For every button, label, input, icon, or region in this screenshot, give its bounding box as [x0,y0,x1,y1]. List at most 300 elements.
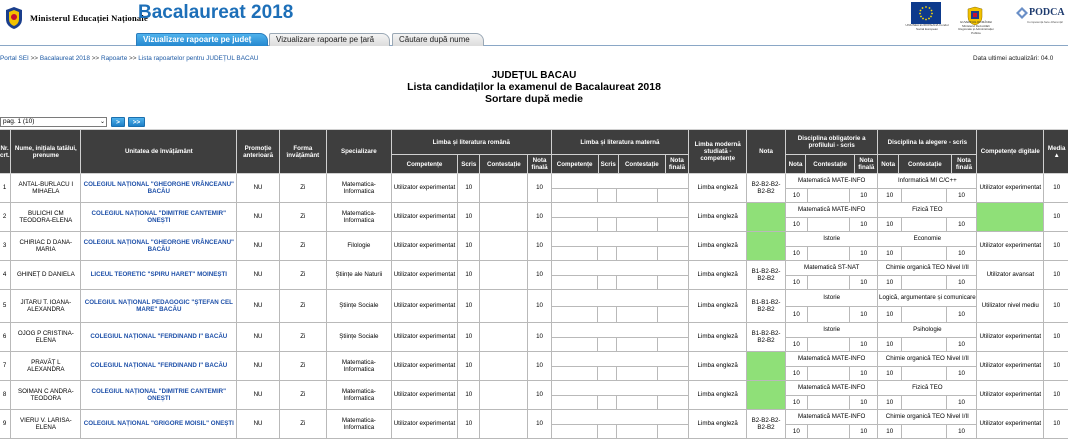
cell-mandatory-contestatie [808,247,850,261]
cell-mandatory-nota: 10 [786,218,808,232]
cell-promotie: NU [237,352,280,381]
cell-digital: Utilizator experimentat [977,352,1044,381]
cell-spec: Matematica-Informatica [326,352,391,381]
cell-romana-contestatie [480,232,528,261]
table-row [0,381,1068,410]
cell-materna-name [552,261,688,276]
tab-county-reports[interactable]: Vizualizare rapoarte pe județ [136,33,268,46]
cell-materna-values [552,247,688,261]
cell-nr: 2 [0,203,11,232]
cell-elective-name: Informatică MI C/C++ [878,174,976,189]
cell-romana-scris: 10 [458,174,480,203]
cell-elective-nota: 10 [878,218,901,232]
cell-materna-competente [552,189,598,203]
cell-romana-contestatie [480,323,528,352]
cell-digital: Utilizator experimentat [977,232,1044,261]
cell-name: CHIRIAC D DANA-MARIA [11,232,81,261]
cell-elective-values [878,276,976,290]
col-header-romana: Limba și literatura română [391,130,551,155]
breadcrumb-link-bac[interactable]: Bacalaureat 2018 [39,55,90,62]
cell-mandatory-nota: 10 [786,307,808,323]
cell-materna-values [552,396,688,410]
cell-digital: Utilizator experimentat [977,410,1044,439]
cell-mandatory-values [786,338,878,352]
cell-elective-nota: 10 [878,307,901,323]
cell-nota-level: B1-B2-B2-B2-B2 [747,261,786,290]
cell-elective-subject [878,323,977,352]
col-header-spec: Specializare [326,130,391,174]
cell-romana-competente: Utilizator experimentat [391,381,457,410]
cell-mandatory-contestatie [808,307,850,323]
cell-spec: Științe ale Naturii [326,261,391,290]
cell-nota-level: B2-B2-B2-B2-B2 [747,410,786,439]
cell-mandatory-values [786,276,878,290]
cell-materna-nota-finala [658,276,688,290]
cell-digital: Utilizator experimentat [977,174,1044,203]
cell-elective-subject [878,290,977,323]
cell-materna-nota-finala [658,218,688,232]
cell-elective-subject [878,381,977,410]
eu-flag-logo [911,2,941,24]
cell-elective-nota-finala: 10 [958,340,965,348]
cell-elective-contestatie [902,247,947,261]
cell-mandatory-name: Matematică MATE-INFO [786,410,878,425]
cell-materna-nota-finala [658,189,688,203]
cell-mandatory-values [786,218,878,232]
cell-mandatory-nota-finala: 10 [860,427,868,435]
cell-mandatory-nota: 10 [786,396,808,410]
eu-stars-icon [916,5,936,21]
cell-romana-contestatie [480,174,528,203]
breadcrumb-separator: >> [91,55,100,62]
cell-romana-nota-finala: 10 [528,261,551,290]
subheader-competente: Competențe [391,155,457,174]
breadcrumb [0,55,258,62]
cell-elective-name: Chimie organică TEO Nivel I/II [878,352,976,367]
cell-materna [551,352,688,381]
cell-modern-language: Limba engleză [689,174,747,203]
subheader-contestatie: Contestație [806,155,855,174]
cell-mandatory-nota-finala: 10 [860,340,868,348]
romania-crest-icon [4,6,24,30]
cell-mandatory-contestatie [808,276,850,290]
cell-materna-values [552,218,688,232]
cell-mandatory-subject [785,290,878,323]
cell-mandatory-contestatie [808,425,850,439]
cell-spec: Științe Sociale [326,323,391,352]
cell-elective-values [878,218,976,232]
cell-nota-level [747,381,786,410]
cell-mandatory-name: Matematică MATE-INFO [786,174,878,189]
cell-elective-values [878,247,976,261]
cell-materna-contestatie [617,425,658,439]
cell-mandatory-nota-finala: 10 [860,310,868,318]
cell-materna [551,381,688,410]
cell-romana-scris: 10 [458,290,480,323]
cell-elective-values [878,189,976,203]
cell-materna-values [552,338,688,352]
report-tabs [0,32,1068,46]
cell-materna-name [552,352,688,367]
cell-romana-contestatie [480,381,528,410]
cell-school-link[interactable]: COLEGIUL NAȚIONAL "GHEORGHE VRÂNCEANU" BACĂU [81,174,237,203]
cell-name: JITARU T. IOANA-ALEXANDRA [11,290,81,323]
cell-forma: Zi [279,323,326,352]
chevron-down-icon: ⌄ [99,119,105,125]
cell-digital: Utilizator experimentat [977,381,1044,410]
cell-school-link[interactable]: COLEGIUL NAȚIONAL "DIMITRIE CANTEMIR" ONEȘTI [81,203,237,232]
cell-materna [551,261,688,290]
cell-spec: Matematica-Informatica [326,381,391,410]
table-row [0,290,1068,323]
cell-forma: Zi [279,352,326,381]
cell-promotie: NU [237,323,280,352]
cell-mandatory-values [786,247,878,261]
cell-romana-competente: Utilizator experimentat [391,232,457,261]
cell-elective-values [878,307,976,323]
cell-mandatory-contestatie [808,338,850,352]
cell-elective-values [878,425,976,439]
cell-nota-level: B2-B2-B2-B2-B2 [747,174,786,203]
subheader-contestatie: Contestație [618,155,665,174]
cell-digital: Utilizator experimentat [977,323,1044,352]
table-row [0,410,1068,439]
cell-materna [551,203,688,232]
cell-digital: Utilizator nivel mediu [977,290,1044,323]
cell-elective-contestatie [902,367,947,381]
cell-materna-name [552,323,688,338]
cell-materna-scris [598,189,617,203]
cell-romana-competente: Utilizator experimentat [391,290,457,323]
cell-materna [551,232,688,261]
cell-materna-scris [598,367,617,381]
subheader-nota: Nota [878,155,898,174]
cell-media: 10 [1044,410,1068,439]
cell-elective-subject [878,352,977,381]
cell-materna-name [552,174,688,189]
subheader-competente: Competențe [551,155,598,174]
cell-nr: 5 [0,290,11,323]
last-update: Data ultimei actualizări: 04.0 [973,55,1054,62]
cell-romana-nota-finala: 10 [528,352,551,381]
cell-nr: 3 [0,232,11,261]
cell-school-link[interactable]: LICEUL TEORETIC "SPIRU HARET" MOINEȘTI [81,261,237,290]
cell-modern-language: Limba engleză [689,352,747,381]
cell-romana-competente: Utilizator experimentat [391,174,457,203]
cell-materna [551,174,688,203]
cell-elective-subject [878,174,977,203]
cell-name: ANTAL-BURLACU I MIHAELA [11,174,81,203]
cell-elective-name: Fizică TEO [878,203,976,218]
cell-modern-language: Limba engleză [689,203,747,232]
cell-mandatory-name: Istorie [786,323,878,338]
breadcrumb-separator: >> [30,55,39,62]
cell-digital: Utilizator avansat [977,261,1044,290]
government-caption: GUVERNUL ROMÂNIEI Ministerul Dezvoltării Regionale și Administrației Publice [958,20,994,35]
cell-elective-subject [878,232,977,261]
cell-materna-nota-finala [658,307,688,323]
cell-materna-competente [552,307,598,323]
cell-forma: Zi [279,410,326,439]
cell-elective-nota: 10 [878,396,901,410]
subheader-nota-finala: Nota finală [528,155,551,174]
app-title[interactable]: Bacalaureat 2018 [138,2,294,23]
cell-materna-name [552,203,688,218]
cell-materna-scris [598,276,617,290]
page-title-list: Lista candidaților la examenul de Bacalaureat 2018 [407,81,661,93]
cell-promotie: NU [237,410,280,439]
cell-name: BULICHI CM TEODORA-ELENA [11,203,81,232]
cell-school-link[interactable]: COLEGIUL NAȚIONAL "GHEORGHE VRÂNCEANU" BACĂU [81,232,237,261]
cell-materna-competente [552,425,598,439]
page-select[interactable] [0,117,107,127]
cell-materna-contestatie [617,276,658,290]
cell-materna-scris [598,338,617,352]
cell-elective-nota-finala: 10 [958,427,965,435]
cell-elective-values [878,338,976,352]
cell-materna-contestatie [617,247,658,261]
cell-school-link[interactable]: COLEGIUL NAȚIONAL "DIMITRIE CANTEMIR" ONEȘTI [81,381,237,410]
cell-elective-nota-finala: 10 [958,249,965,257]
cell-elective-nota-finala: 10 [958,369,965,377]
cell-spec: Filologie [326,232,391,261]
cell-elective-nota: 10 [878,425,901,439]
cell-mandatory-name: Matematică MATE-INFO [786,203,878,218]
cell-romana-competente: Utilizator experimentat [391,323,457,352]
cell-materna-competente [552,247,598,261]
cell-mandatory-values [786,396,878,410]
cell-materna-scris [598,425,617,439]
col-header-school: Unitatea de învățământ [81,130,237,174]
cell-romana-scris: 10 [458,323,480,352]
subheader-nota-finala: Nota finală [855,155,878,174]
col-header-materna: Limba și literatura maternă [551,130,688,155]
breadcrumb-link-reports[interactable]: Rapoarte [100,55,128,62]
cell-romana-scris: 10 [458,261,480,290]
cell-mandatory-name: Istorie [786,232,878,247]
cell-spec: Matematica-Informatica [326,203,391,232]
page-select-value: pag. 1 (10) [3,118,35,125]
breadcrumb-link-portal[interactable]: Portal SEI [0,55,29,62]
cell-nota-level [747,232,786,261]
cell-nr: 7 [0,352,11,381]
cell-mandatory-name: Matematică MATE-INFO [786,352,878,367]
subheader-contestatie: Contestație [898,155,951,174]
cell-romana-contestatie [480,261,528,290]
cell-romana-competente: Utilizator experimentat [391,261,457,290]
cell-forma: Zi [279,290,326,323]
cell-romana-nota-finala: 10 [528,232,551,261]
cell-nr: 4 [0,261,11,290]
cell-mandatory-subject [785,174,878,203]
cell-name: GHINEȚ D DANIELA [11,261,81,290]
table-row [0,174,1068,203]
cell-media: 10 [1044,261,1068,290]
cell-name: SOIMAN C ANDRA-TEODORA [11,381,81,410]
cell-elective-nota-finala: 10 [958,220,965,228]
cell-materna [551,290,688,323]
cell-promotie: NU [237,174,280,203]
cell-nr: 6 [0,323,11,352]
col-header-forma: Forma învățământ [279,130,326,174]
cell-school-link[interactable]: COLEGIUL NAȚIONAL "FERDINAND I" BACĂU [81,352,237,381]
cell-elective-nota-finala: 10 [958,278,965,286]
eu-caption: UNIUNEA EUROPEANĂ Fondul Social European [905,23,949,31]
table-row [0,323,1068,352]
podca-logo-icon [1015,6,1029,20]
cell-materna-contestatie [617,367,658,381]
col-header-name: Nume, inițiala tatălui, prenume [11,130,81,174]
table-row [0,203,1068,232]
results-table [0,129,1068,439]
cell-materna-values [552,189,688,203]
cell-materna-contestatie [617,189,658,203]
ministry-name: Ministerul Educației Naționale [30,13,148,23]
cell-romana-scris: 10 [458,232,480,261]
cell-romana-contestatie [480,203,528,232]
cell-romana-contestatie [480,352,528,381]
cell-materna-nota-finala [658,396,688,410]
cell-romana-scris: 10 [458,381,480,410]
subheader-nota: Nota [785,155,805,174]
tab-country-reports[interactable]: Vizualizare rapoarte pe țară [269,33,390,46]
subheader-nota-finala: Nota finală [951,155,976,174]
cell-modern-language: Limba engleză [689,261,747,290]
cell-elective-contestatie [902,189,947,203]
col-header-nota: Nota [747,130,786,174]
cell-school-link[interactable]: COLEGIUL NAȚIONAL "GRIGORE MOISIL" ONEȘTI [81,410,237,439]
cell-forma: Zi [279,381,326,410]
cell-nota-level [747,352,786,381]
cell-materna-name [552,232,688,247]
cell-elective-nota: 10 [878,247,901,261]
page-title-county: JUDEȚUL BACAU [491,70,577,81]
cell-elective-name: Logică, argumentare și comunicare [878,290,976,307]
cell-promotie: NU [237,203,280,232]
cell-school-link[interactable]: COLEGIUL NAȚIONAL "FERDINAND I" BACĂU [81,323,237,352]
col-header-mandatory: Disciplina obligatorie a profilului - scris [785,130,878,155]
col-header-media-sort[interactable]: Media ▲ [1044,130,1068,174]
table-row [0,261,1068,290]
cell-materna-contestatie [617,338,658,352]
cell-materna-competente [552,396,598,410]
breadcrumb-separator: >> [129,55,137,62]
cell-nota-level: B1-B1-B2-B2-B2 [747,290,786,323]
cell-nr: 8 [0,381,11,410]
cell-mandatory-nota-finala: 10 [860,398,868,406]
cell-mandatory-nota-finala: 10 [860,369,868,377]
cell-nota-level: B1-B2-B2-B2-B2 [747,323,786,352]
cell-romana-competente: Utilizator experimentat [391,203,457,232]
cell-materna [551,323,688,352]
cell-materna-nota-finala [658,247,688,261]
cell-mandatory-nota: 10 [786,338,808,352]
cell-mandatory-subject [785,323,878,352]
cell-romana-nota-finala: 10 [528,410,551,439]
table-row [0,232,1068,261]
cell-nota-level [747,203,786,232]
cell-elective-nota-finala: 10 [958,310,965,318]
cell-elective-name: Psihologie [878,323,976,338]
cell-mandatory-contestatie [808,396,850,410]
cell-materna-values [552,307,688,323]
breadcrumb-link-county-list[interactable]: Lista rapoartelor pentru JUDEȚUL BACAU [138,55,259,62]
cell-elective-subject [878,410,977,439]
cell-romana-scris: 10 [458,410,480,439]
cell-mandatory-subject [785,352,878,381]
cell-mandatory-values [786,367,878,381]
cell-nr: 9 [0,410,11,439]
cell-mandatory-nota: 10 [786,425,808,439]
cell-materna-scris [598,247,617,261]
cell-materna-competente [552,276,598,290]
cell-mandatory-contestatie [808,189,850,203]
cell-mandatory-contestatie [808,218,850,232]
cell-school-link[interactable]: COLEGIUL NAȚIONAL PEDAGOGIC "ȘTEFAN CEL MARE" BACĂU [81,290,237,323]
cell-elective-name: Economie [878,232,976,247]
last-page-button[interactable]: >> [128,117,145,127]
cell-mandatory-nota-finala: 10 [860,249,868,257]
cell-mandatory-contestatie [808,367,850,381]
cell-elective-nota-finala: 10 [958,398,965,406]
subheader-scris: Scris [598,155,618,174]
cell-materna-nota-finala [658,425,688,439]
table-row [0,352,1068,381]
cell-elective-contestatie [902,425,947,439]
cell-modern-language: Limba engleză [689,410,747,439]
cell-mandatory-values [786,189,878,203]
cell-media: 10 [1044,203,1068,232]
tab-search-by-name[interactable]: Căutare după nume [392,33,484,46]
next-page-button[interactable]: > [111,117,125,127]
cell-materna [551,410,688,439]
cell-media: 10 [1044,381,1068,410]
cell-romana-scris: 10 [458,352,480,381]
cell-mandatory-nota-finala: 10 [860,220,868,228]
cell-forma: Zi [279,232,326,261]
cell-promotie: NU [237,381,280,410]
cell-name: VIERU V. LARISA-ELENA [11,410,81,439]
cell-digital [977,203,1044,232]
cell-mandatory-nota-finala: 10 [860,191,868,199]
cell-name: OJOG P CRISTINA-ELENA [11,323,81,352]
cell-materna-values [552,425,688,439]
cell-modern-language: Limba engleză [689,381,747,410]
cell-forma: Zi [279,203,326,232]
cell-media: 10 [1044,290,1068,323]
cell-elective-name: Fizică TEO [878,381,976,396]
cell-elective-name: Chimie organică TEO Nivel I/II [878,410,976,425]
cell-modern-language: Limba engleză [689,290,747,323]
page-title-sort: Sortare după medie [484,93,584,105]
cell-materna-nota-finala [658,338,688,352]
cell-romana-nota-finala: 10 [528,174,551,203]
cell-materna-competente [552,367,598,381]
cell-romana-competente: Utilizator experimentat [391,352,457,381]
cell-materna-competente [552,338,598,352]
cell-mandatory-nota: 10 [786,276,808,290]
cell-elective-subject [878,203,977,232]
col-header-modern-language: Limba modernă studiată - competențe [689,130,747,174]
cell-elective-values [878,367,976,381]
cell-elective-name: Chimie organică TEO Nivel I/II [878,261,976,276]
cell-materna-contestatie [617,307,658,323]
cell-mandatory-name: Matematică ST-NAT [786,261,878,276]
cell-mandatory-nota-finala: 10 [860,278,868,286]
cell-forma: Zi [279,174,326,203]
cell-spec: Științe Sociale [326,290,391,323]
cell-mandatory-subject [785,203,878,232]
